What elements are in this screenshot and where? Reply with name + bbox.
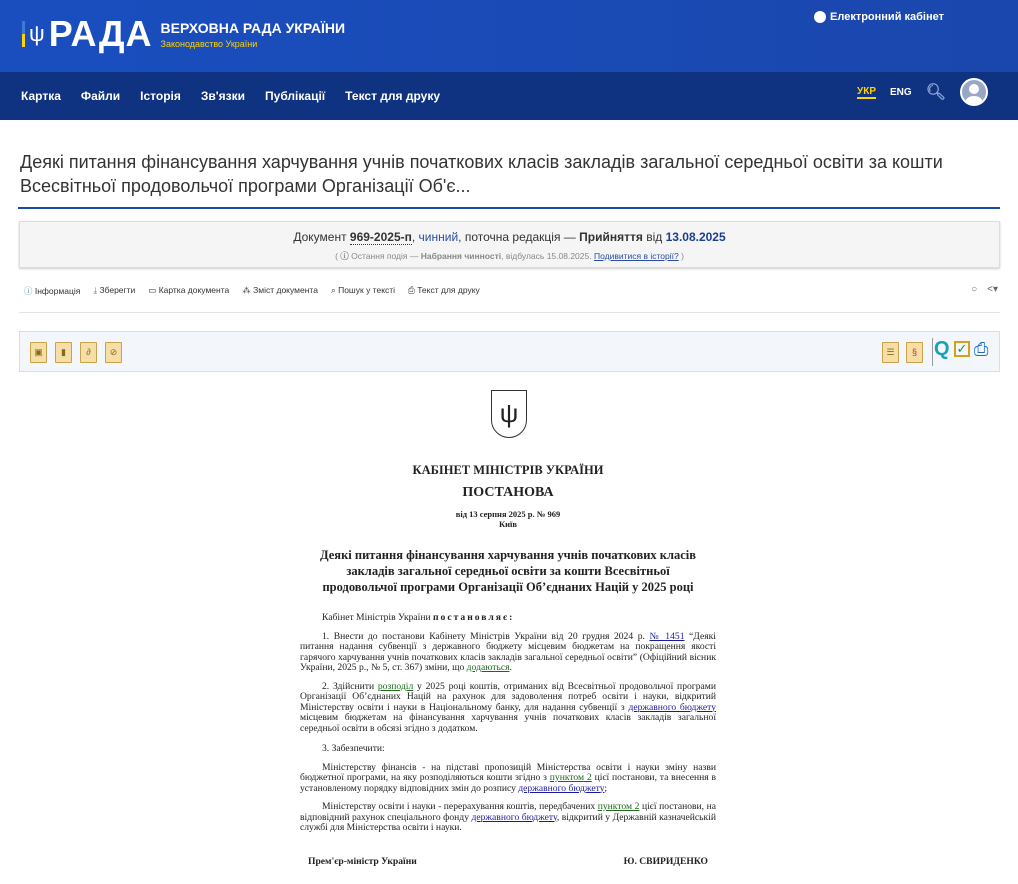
tool-info[interactable]: ⓘ Інформація <box>24 286 81 296</box>
user-icon <box>814 11 826 23</box>
tool-save-label: Зберегти <box>99 285 136 295</box>
text-segment: місцевим бюджетам на фінансування харчування учнів початкових класів закладів загальної середньої освіти в обсязі згідно з додатком. <box>300 712 716 734</box>
text-segment: постановляє: <box>433 612 515 623</box>
issuing-body: КАБІНЕТ МІНІСТРІВ УКРАЇНИ <box>412 463 604 477</box>
from-label: від <box>646 230 663 244</box>
tool-search-label: Пошук у тексті <box>338 285 396 295</box>
separator <box>932 338 933 366</box>
text-segment: Міністерству фінансів - на підставі пропозицій Міністерства освіти і науки зміну назви бюджетної програми, на яку розподіляються кошти згідно з <box>300 761 716 783</box>
signature <box>300 856 716 867</box>
divider <box>19 312 1000 313</box>
doc-archive-icon[interactable]: ▣ <box>30 342 47 363</box>
event-date: , відбулась 15.08.2025. <box>501 251 592 261</box>
site-logo[interactable] <box>22 13 346 54</box>
main-nav <box>0 72 1018 120</box>
signer-position: Прем'єр-міністр України <box>308 855 417 867</box>
text-segment: , відкритий у Державній казначейській службі для Міністерства освіти і науки. <box>300 811 716 833</box>
doc-bookmark-icon[interactable]: ▮ <box>55 342 72 363</box>
last-event: Набрання чинності <box>420 251 502 261</box>
doc-section-icon[interactable]: § <box>906 342 923 363</box>
tool-search[interactable]: ⌕ Пошук у тексті <box>330 285 396 295</box>
site-header <box>0 0 1018 72</box>
tool-info-label: Інформація <box>34 286 81 296</box>
tool-contents[interactable]: ⁂ Зміст документа <box>242 285 318 295</box>
adoption-label: Прийняття <box>579 230 643 244</box>
text-segment: у 2025 році коштів, отриманих від Всесвітньої продовольчої програми Організації Об’єднаних Націй на рахунок для задоволення потреб освіти і науки, відкритий Міністерству освіти і науки в Національному банку, для надання субвенції з <box>300 680 716 713</box>
text-segment: 3. Забезпечити: <box>322 743 385 754</box>
document-link[interactable]: пунктом 2 <box>597 801 640 812</box>
document-link[interactable]: пунктом 2 <box>549 772 592 783</box>
doc-edition: , поточна редакція — <box>458 230 576 244</box>
doc-status: чинний <box>418 230 459 244</box>
check-icon[interactable]: ✓ <box>954 341 970 357</box>
doc-link-icon[interactable]: ⊘ <box>105 342 122 363</box>
document-link[interactable]: № 1451 <box>649 630 685 642</box>
event-prefix: Остання подія — <box>351 251 419 261</box>
tool-print[interactable]: ⎙ Текст для друку <box>408 285 480 295</box>
logo-text: РАДА <box>48 13 153 54</box>
document-toolbar <box>24 285 480 297</box>
paragraph <box>300 802 716 834</box>
lang-ukr[interactable]: УКР <box>857 85 877 97</box>
text-segment: цієї постанови, та внесення в установленому порядку відповідних змін до розпису <box>300 772 717 794</box>
document-link[interactable]: державного бюджету <box>471 811 557 823</box>
text-segment: Міністерству освіти і науки - перерахування коштів, передбачених <box>322 801 598 812</box>
document-link[interactable]: державного бюджету <box>628 701 716 713</box>
document-city: Київ <box>498 519 517 529</box>
flag-stripe <box>22 21 25 47</box>
paragraph <box>300 682 716 735</box>
document-body <box>300 460 716 867</box>
site-title: ВЕРХОВНА РАДА УКРАЇНИ <box>160 19 346 36</box>
avatar[interactable] <box>960 78 988 106</box>
tool-contents-label: Зміст документа <box>253 285 318 295</box>
paragraph <box>300 613 716 624</box>
tool-print-label: Текст для друку <box>417 285 480 295</box>
signer-name: Ю. СВИРИДЕНКО <box>623 855 708 867</box>
doc-attachment-icon[interactable]: ∂ <box>80 342 97 363</box>
text-segment: 2. Здійснити <box>322 680 378 692</box>
coat-of-arms-icon: ψ <box>491 390 527 438</box>
document-link[interactable]: державного бюджету <box>518 782 605 794</box>
document-date: від 13 серпня 2025 р. № 969 <box>455 509 561 519</box>
adoption-date: 13.08.2025 <box>665 230 726 244</box>
document-link[interactable]: додаються <box>466 662 510 673</box>
tool-card[interactable]: ▭ Картка документа <box>148 285 230 295</box>
search-text-icon[interactable]: Q <box>934 338 950 360</box>
tool-card-label: Картка документа <box>158 285 230 295</box>
paragraph <box>300 763 716 795</box>
text-segment: . <box>509 662 512 673</box>
site-subtitle: Законодавство України <box>160 38 258 49</box>
title-divider <box>18 207 1000 209</box>
info-icon: ⓘ <box>340 251 349 261</box>
print-icon[interactable]: ⎙ <box>974 339 989 359</box>
document-icon-bar <box>19 331 1000 372</box>
electronic-cabinet-link[interactable] <box>814 11 944 23</box>
paragraph <box>300 632 716 674</box>
doc-label: Документ <box>293 230 347 244</box>
document-title: Деякі питання фінансування харчування учнів початкових класів закладів загальної середньої освіти за кошти Всесвітньої продовольчої програми Організації Об’єднаних Націй у 2025 році <box>320 548 697 594</box>
document-link[interactable]: розподіл <box>377 680 414 692</box>
text-segment: “Деякі питання надання субвенції з державного бюджету місцевим бюджетам на покращення якості гарячого харчування учнів початкових класів закладів загальної середньої освіти” (Офіційний вісник України, 2025 р., № 5, ст. 367) зміни, що <box>300 630 716 673</box>
text-segment: Кабінет Міністрів України <box>322 612 434 623</box>
text-segment: ; <box>604 782 608 794</box>
search-icon[interactable]: 🔍︎ <box>925 84 946 101</box>
nav-links[interactable]: Зв'язки <box>200 89 246 103</box>
nav-print-text[interactable]: Текст для друку <box>345 89 441 103</box>
nav-files[interactable]: Файли <box>80 89 121 103</box>
text-segment: цієї постанови, на відповідний рахунок спеціального фонду <box>300 801 716 823</box>
nav-history[interactable]: Історія <box>140 89 181 103</box>
trident-icon: ψ <box>29 21 45 46</box>
document-status-box: Документ 969-2025-п, чинний, поточна редакція — Прийняття від 13.08.2025 ( ⓘ Остання подія — Набрання чинності, відбулась 15.08.2025. Подивитися в історії? ) <box>19 221 1000 268</box>
settings-icon[interactable]: ○ <box>971 284 978 295</box>
document-kind: ПОСТАНОВА <box>462 485 554 500</box>
paragraph <box>300 744 716 755</box>
cabinet-label: Електронний кабінет <box>830 11 944 23</box>
share-icon[interactable]: <▾ <box>987 284 998 295</box>
text-segment: 1. Внести до постанови Кабінету Міністрів України від 20 грудня 2024 р. <box>322 630 650 642</box>
doc-number[interactable]: 969-2025-п <box>349 230 412 244</box>
nav-publications[interactable]: Публікації <box>265 89 326 103</box>
nav-card[interactable]: Картка <box>21 89 61 103</box>
tool-save[interactable]: ⤓ Зберегти <box>93 285 136 295</box>
doc-structure-icon[interactable]: ☰ <box>882 342 899 363</box>
page-title: Деякі питання фінансування харчування учнів початкових класів закладів загальної середньої освіти за кошти Всесвітньої продовольчої програми Організації Об'є... <box>20 152 943 196</box>
history-link[interactable]: Подивитися в історії? <box>593 251 679 261</box>
lang-eng[interactable]: ENG <box>890 86 912 98</box>
